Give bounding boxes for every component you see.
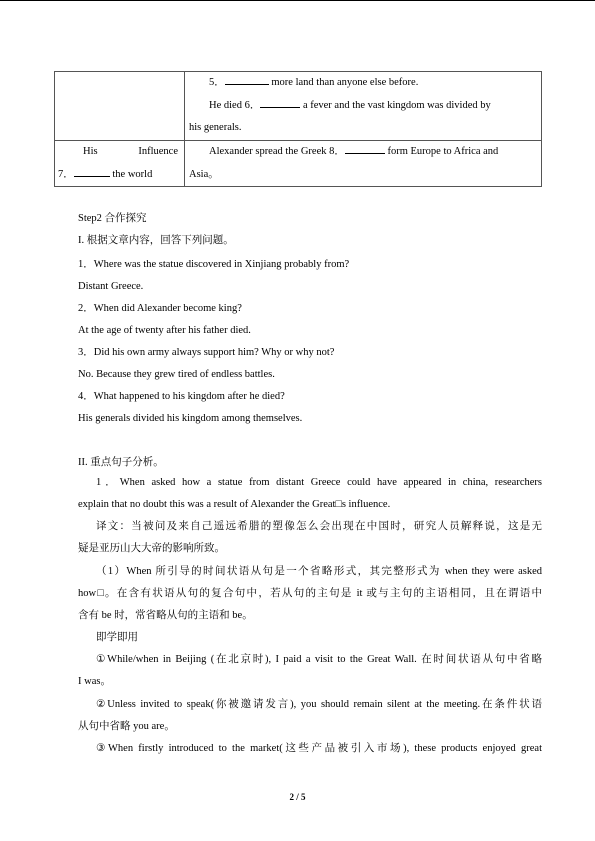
key-sentence-line: explain that no doubt this was a result of Alexander the Great□s influence.: [78, 499, 391, 510]
table-cell-empty: [55, 72, 185, 141]
table-line: He died 6． a fever and the vast kingdom was divided by: [189, 95, 537, 118]
question-4: 4．What happened to his kingdom after he died?: [78, 391, 285, 402]
example-line: ③When firstly introduced to the market(这些产品被引入市场), these products enjoyed great: [96, 743, 542, 754]
question-2: 2．When did Alexander become king?: [78, 303, 242, 314]
key-sentence-line: 1．When asked how a statue from distant Greece could have appeared in china, researchers: [96, 477, 542, 488]
answer-blank-7[interactable]: [74, 165, 110, 177]
answer-blank-6[interactable]: [260, 96, 300, 108]
practice-heading: 即学即用: [96, 632, 138, 643]
translation-line: 疑是亚历山大大帝的影响所致。: [78, 543, 225, 554]
table-line: Asia。: [189, 168, 219, 180]
answer-4: His generals divided his kingdom among themselves.: [78, 413, 303, 424]
section2-heading: II. 重点句子分析。: [78, 457, 164, 468]
page-top-rule: [0, 0, 595, 1]
table-line: His Influence: [83, 146, 178, 157]
table-line: 7． the world: [55, 164, 184, 187]
table-row: [55, 141, 542, 187]
question-1: 1．Where was the statue discovered in Xinjiang probably from?: [78, 259, 350, 270]
example-line: ②Unless invited to speak(你被邀请发言), you should remain silent at the meeting.在条件状语: [96, 699, 542, 710]
answer-2: At the age of twenty after his father died.: [78, 325, 251, 336]
table-line: 5． more land than anyone else before.: [189, 72, 537, 95]
answer-3: No. Because they grew tired of endless battles.: [78, 369, 275, 380]
table-cell-influence-label: [55, 141, 185, 187]
table-cell-events: [185, 72, 542, 141]
table-line: Alexander spread the Greek 8． form Europe to Africa and: [189, 141, 537, 164]
page-number: 2 / 5: [289, 792, 306, 802]
grammar-note-line: （1）When 所引导的时间状语从句是一个省略形式，其完整形式为 when they were asked: [96, 566, 542, 577]
summary-table: [54, 71, 542, 187]
answer-blank-8[interactable]: [345, 142, 385, 154]
table-line: his generals.: [189, 122, 242, 133]
example-line: ①While/when in Beijing (在北京时), I paid a visit to the Great Wall. 在时间状语从句中省略: [96, 654, 542, 665]
section1-heading: I. 根据文章内容，回答下列问题。: [78, 235, 234, 246]
answer-1: Distant Greece.: [78, 281, 144, 292]
table-row: [55, 72, 542, 141]
table-cell-influence: [185, 141, 542, 187]
grammar-note-line: how□。在含有状语从句的复合句中，若从句的主句是 it 或与主句的主语相同，且在谓语中: [78, 588, 542, 599]
example-line: I was。: [78, 676, 111, 687]
translation-line: 译文：当被问及来自己遥远希腊的塑像怎么会出现在中国时，研究人员解释说，这是无: [96, 521, 542, 532]
question-3: 3．Did his own army always support him? Why or why not?: [78, 347, 335, 358]
example-line: 从句中省略 you are。: [78, 721, 175, 732]
step2-heading: Step2 合作探究: [78, 213, 147, 224]
answer-blank-5[interactable]: [225, 73, 269, 85]
grammar-note-line: 含有 be 时，常省略从句的主语和 be。: [78, 610, 253, 621]
